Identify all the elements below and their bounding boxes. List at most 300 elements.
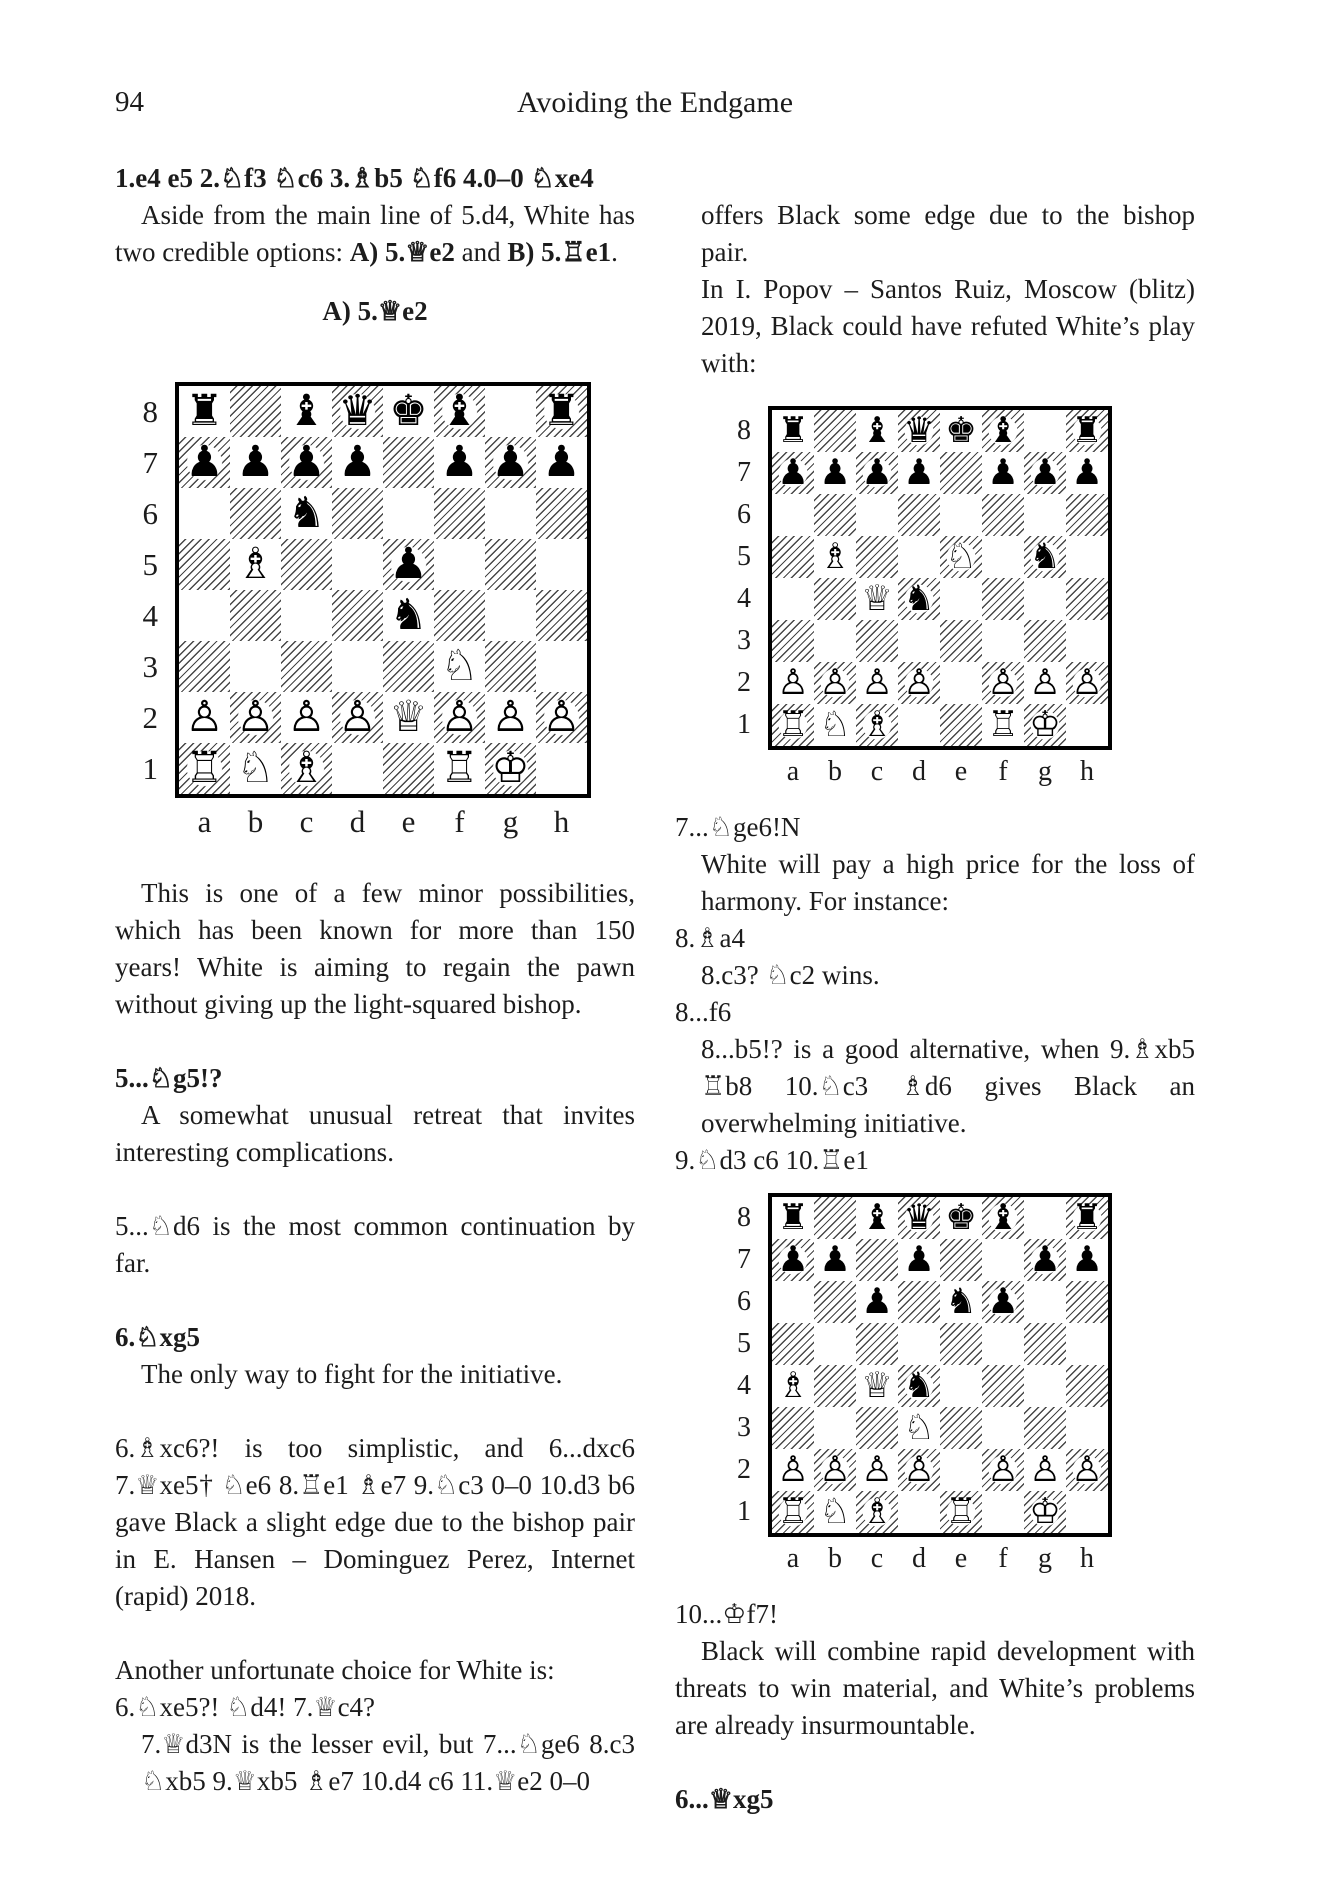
option-b-label: B) 5.♖e1 (507, 237, 612, 267)
square (898, 494, 940, 536)
square (856, 410, 898, 452)
file-label: b (828, 756, 842, 787)
page-header (115, 86, 1195, 132)
black-pawn: ♟ (773, 453, 813, 493)
square (814, 452, 856, 494)
rank-label: 3 (142, 649, 158, 684)
white-bishop: ♗ (231, 540, 280, 589)
white-king: ♔ (1025, 1492, 1065, 1532)
rank-label: 2 (142, 700, 158, 735)
rank-label: 3 (737, 1412, 751, 1443)
square (940, 536, 982, 578)
square (1066, 410, 1108, 452)
square (1066, 1365, 1108, 1407)
white-rook: ♖ (773, 1492, 813, 1532)
popov-game-paragraph: In I. Popov – Santos Ruiz, Moscow (blitz) 2019, Black could have refuted White’s play with: (701, 274, 1195, 378)
square (856, 452, 898, 494)
square (814, 1281, 856, 1323)
black-rook: ♜ (773, 411, 813, 451)
square (772, 1239, 814, 1281)
note-8-b5: 8...b5!? is a good alternative, when 9.♗xb5 ♖b8 10.♘c3 ♗d6 gives Black an overwhelming initiative. (701, 1034, 1195, 1138)
square (383, 590, 434, 641)
white-knight: ♘ (899, 1408, 939, 1448)
file-label: a (786, 1543, 800, 1574)
black-pawn: ♟ (983, 1282, 1023, 1322)
square (383, 641, 434, 692)
white-pawn: ♙ (773, 663, 813, 703)
square (434, 590, 485, 641)
square (940, 662, 982, 704)
black-rook: ♜ (180, 387, 229, 436)
move-8-ba4: 8.♗a4 (675, 923, 745, 953)
black-pawn: ♟ (899, 453, 939, 493)
rank-label: 8 (737, 415, 751, 446)
square (898, 662, 940, 704)
square (1066, 1239, 1108, 1281)
square (982, 494, 1024, 536)
square (1066, 494, 1108, 536)
square (940, 1449, 982, 1491)
square (814, 1323, 856, 1365)
file-label: h (1080, 1543, 1094, 1574)
black-rook: ♜ (1067, 1198, 1107, 1238)
white-queen: ♕ (857, 579, 897, 619)
square (898, 578, 940, 620)
square (332, 743, 383, 794)
file-label: d (912, 1543, 926, 1574)
square (1024, 1407, 1066, 1449)
square (485, 386, 536, 437)
black-pawn: ♟ (815, 1240, 855, 1280)
square (536, 488, 587, 539)
white-pawn: ♙ (333, 693, 382, 742)
white-pawn: ♙ (1025, 663, 1065, 703)
square (1024, 578, 1066, 620)
white-knight: ♘ (435, 642, 484, 691)
white-pawn: ♙ (1025, 1450, 1065, 1490)
square (332, 437, 383, 488)
white-knight: ♘ (231, 744, 280, 793)
black-bishop: ♝ (282, 387, 331, 436)
white-pawn: ♙ (899, 1450, 939, 1490)
square (485, 590, 536, 641)
file-label: f (998, 1543, 1008, 1574)
square (1066, 1449, 1108, 1491)
square (814, 536, 856, 578)
square (814, 704, 856, 746)
black-bishop: ♝ (857, 411, 897, 451)
black-pawn: ♟ (899, 1240, 939, 1280)
rank-labels (728, 410, 768, 750)
continuation-paragraph: offers Black some edge due to the bishop pair. (701, 200, 1195, 267)
square (179, 692, 230, 743)
square (1024, 1197, 1066, 1239)
square (898, 1281, 940, 1323)
black-bishop: ♝ (983, 411, 1023, 451)
square (772, 410, 814, 452)
square (772, 662, 814, 704)
white-pawn: ♙ (983, 1450, 1023, 1490)
file-label: f (998, 756, 1008, 787)
file-label: e (401, 804, 416, 839)
square (332, 488, 383, 539)
black-bishop: ♝ (983, 1198, 1023, 1238)
square (536, 437, 587, 488)
square (940, 1407, 982, 1449)
rank-label: 5 (142, 547, 158, 582)
square (814, 620, 856, 662)
square (1024, 536, 1066, 578)
rank-label: 7 (142, 445, 158, 480)
black-knight: ♞ (1025, 537, 1065, 577)
square (1024, 494, 1066, 536)
move-6-nxg5: 6.♘xg5 (115, 1322, 200, 1352)
square (1024, 662, 1066, 704)
two-column-layout (115, 160, 1195, 1818)
black-pawn: ♟ (773, 1240, 813, 1280)
square (814, 410, 856, 452)
move-6-qxg5: 6...♕xg5 (675, 1784, 774, 1814)
white-knight: ♘ (815, 1492, 855, 1532)
file-labels (772, 758, 1112, 786)
white-knight: ♘ (941, 537, 981, 577)
file-label: c (870, 756, 884, 787)
square (772, 1197, 814, 1239)
square (856, 1365, 898, 1407)
square (982, 662, 1024, 704)
square (940, 494, 982, 536)
white-pawn: ♙ (983, 663, 1023, 703)
square (1024, 452, 1066, 494)
square (179, 437, 230, 488)
square (230, 437, 281, 488)
white-pawn: ♙ (857, 663, 897, 703)
square (230, 539, 281, 590)
square (898, 1239, 940, 1281)
square (485, 692, 536, 743)
square (982, 704, 1024, 746)
white-rook: ♖ (435, 744, 484, 793)
square (856, 578, 898, 620)
file-label: h (1080, 756, 1094, 787)
black-knight: ♞ (384, 591, 433, 640)
white-pawn: ♙ (899, 663, 939, 703)
black-rook: ♜ (537, 387, 586, 436)
white-rook: ♖ (983, 705, 1023, 745)
square (982, 452, 1024, 494)
black-king: ♚ (941, 1198, 981, 1238)
black-pawn: ♟ (435, 438, 484, 487)
square (898, 704, 940, 746)
square (772, 452, 814, 494)
black-pawn: ♟ (333, 438, 382, 487)
square (898, 1365, 940, 1407)
black-pawn: ♟ (857, 453, 897, 493)
chess-diagram-2 (728, 406, 1195, 786)
note-5-nd6: 5...♘d6 is the most common continuation by far. (115, 1211, 635, 1278)
square (982, 1491, 1024, 1533)
square (1024, 1281, 1066, 1323)
move-8-f6: 8...f6 (675, 997, 732, 1027)
black-rook: ♜ (773, 1198, 813, 1238)
square (772, 620, 814, 662)
black-knight: ♞ (282, 489, 331, 538)
square (856, 1323, 898, 1365)
square (898, 1491, 940, 1533)
note-8-c3: 8.c3? ♘c2 wins. (701, 960, 880, 990)
square (940, 620, 982, 662)
file-label: g (502, 804, 519, 839)
white-bishop: ♗ (282, 744, 331, 793)
square (856, 1449, 898, 1491)
square (281, 743, 332, 794)
rank-label: 3 (737, 625, 751, 656)
white-pawn: ♙ (537, 693, 586, 742)
square (1024, 410, 1066, 452)
square (940, 1491, 982, 1533)
square (856, 1197, 898, 1239)
square (230, 641, 281, 692)
square (982, 410, 1024, 452)
chess-board (768, 1193, 1112, 1537)
square (536, 386, 587, 437)
square (230, 692, 281, 743)
file-labels (179, 806, 591, 837)
black-knight: ♞ (941, 1282, 981, 1322)
black-pawn: ♟ (983, 453, 1023, 493)
left-column (115, 160, 635, 1818)
mainline-moves: 1.e4 e5 2.♘f3 ♘c6 3.♗b5 ♘f6 4.0–0 ♘xe4 (115, 163, 594, 193)
square (1066, 1407, 1108, 1449)
black-knight: ♞ (899, 1366, 939, 1406)
square (940, 452, 982, 494)
rank-label: 2 (737, 667, 751, 698)
square (772, 1281, 814, 1323)
rank-label: 7 (737, 1244, 751, 1275)
black-queen: ♛ (899, 1198, 939, 1238)
note-another-moves: 6.♘xe5?! ♘d4! 7.♕c4? (115, 1692, 376, 1722)
white-pawn: ♙ (231, 693, 280, 742)
rank-label: 8 (142, 394, 158, 429)
intro-text-1: Aside from the main line of 5.d4, White has two credible options: (115, 200, 635, 267)
black-pawn: ♟ (282, 438, 331, 487)
black-pawn: ♟ (231, 438, 280, 487)
square (940, 1281, 982, 1323)
square (434, 692, 485, 743)
square (772, 578, 814, 620)
square (1066, 1281, 1108, 1323)
square (230, 743, 281, 794)
square (898, 1407, 940, 1449)
square (814, 1365, 856, 1407)
square (383, 692, 434, 743)
square (383, 539, 434, 590)
square (856, 620, 898, 662)
move-9-nd3: 9.♘d3 c6 10.♖e1 (675, 1145, 869, 1175)
black-pawn: ♟ (815, 453, 855, 493)
square (814, 1449, 856, 1491)
square (485, 539, 536, 590)
square (332, 692, 383, 743)
square (898, 536, 940, 578)
file-label: a (786, 756, 800, 787)
square (434, 437, 485, 488)
square (332, 641, 383, 692)
white-rook: ♖ (773, 705, 813, 745)
square (281, 692, 332, 743)
square (898, 1449, 940, 1491)
square (485, 641, 536, 692)
rank-label: 2 (737, 1454, 751, 1485)
white-bishop: ♗ (815, 537, 855, 577)
square (982, 578, 1024, 620)
rank-label: 8 (737, 1202, 751, 1233)
square (536, 590, 587, 641)
square (856, 1491, 898, 1533)
square (1066, 704, 1108, 746)
square (179, 386, 230, 437)
square (772, 494, 814, 536)
comment-5: A somewhat unusual retreat that invites interesting complications. (115, 1100, 635, 1167)
square (281, 539, 332, 590)
square (772, 1407, 814, 1449)
square (179, 590, 230, 641)
intro-paragraph (115, 197, 635, 271)
square (485, 488, 536, 539)
square (1024, 1449, 1066, 1491)
chess-board (768, 406, 1112, 750)
comment-7: White will pay a high price for the loss of harmony. For instance: (701, 849, 1195, 916)
black-pawn: ♟ (1067, 1240, 1107, 1280)
white-pawn: ♙ (815, 663, 855, 703)
file-label: g (1038, 1543, 1052, 1574)
square (940, 1197, 982, 1239)
right-column (675, 160, 1195, 1818)
black-pawn: ♟ (486, 438, 535, 487)
section-heading: A) 5.♕e2 (322, 296, 428, 326)
rank-label: 1 (142, 751, 158, 786)
square (536, 641, 587, 692)
square (856, 536, 898, 578)
black-queen: ♛ (899, 411, 939, 451)
square (982, 1449, 1024, 1491)
square (898, 1197, 940, 1239)
black-bishop: ♝ (857, 1198, 897, 1238)
white-queen: ♕ (384, 693, 433, 742)
square (434, 641, 485, 692)
square (1066, 536, 1108, 578)
comment-6: The only way to fight for the initiative. (141, 1359, 563, 1389)
move-7-nge6: 7...♘ge6!N (675, 812, 801, 842)
square (940, 1239, 982, 1281)
square (940, 704, 982, 746)
black-pawn: ♟ (857, 1282, 897, 1322)
square (1024, 1239, 1066, 1281)
square (281, 590, 332, 641)
square (772, 536, 814, 578)
square (332, 590, 383, 641)
file-label: e (954, 756, 968, 787)
square (1024, 704, 1066, 746)
square (1024, 1323, 1066, 1365)
file-label: b (828, 1543, 842, 1574)
file-label: h (553, 804, 570, 839)
rank-label: 4 (737, 1370, 751, 1401)
square (940, 410, 982, 452)
intro-text-3: . (611, 237, 618, 267)
rank-label: 6 (142, 496, 158, 531)
square (230, 386, 281, 437)
square (434, 488, 485, 539)
black-bishop: ♝ (435, 387, 484, 436)
chess-board (175, 382, 591, 798)
white-king: ♔ (1025, 705, 1065, 745)
square (772, 1365, 814, 1407)
comment-10: Black will combine rapid development with threats to win material, and White’s problems are already insurmountable. (675, 1636, 1195, 1740)
file-label: c (870, 1543, 884, 1574)
square (856, 704, 898, 746)
black-king: ♚ (384, 387, 433, 436)
square (814, 1407, 856, 1449)
black-pawn: ♟ (384, 540, 433, 589)
square (856, 662, 898, 704)
square (982, 1407, 1024, 1449)
white-rook: ♖ (941, 1492, 981, 1532)
square (485, 743, 536, 794)
white-queen: ♕ (857, 1366, 897, 1406)
square (281, 641, 332, 692)
square (898, 1323, 940, 1365)
square (814, 1491, 856, 1533)
file-label: a (197, 804, 212, 839)
square (485, 437, 536, 488)
white-knight: ♘ (815, 705, 855, 745)
move-5-ng5: 5...♘g5!? (115, 1063, 223, 1093)
square (434, 386, 485, 437)
white-pawn: ♙ (435, 693, 484, 742)
square (1024, 620, 1066, 662)
square (856, 1407, 898, 1449)
rank-labels (129, 386, 175, 798)
rank-labels (728, 1197, 768, 1537)
square (1066, 662, 1108, 704)
square (179, 641, 230, 692)
square (179, 539, 230, 590)
black-knight: ♞ (899, 579, 939, 619)
white-pawn: ♙ (815, 1450, 855, 1490)
white-bishop: ♗ (773, 1366, 813, 1406)
note-7-qd3: 7.♕d3N is the lesser evil, but 7...♘ge6 8.c3 ♘xb5 9.♕xb5 ♗e7 10.d4 c6 11.♕e2 0–0 (141, 1729, 635, 1796)
square (982, 620, 1024, 662)
square (940, 1323, 982, 1365)
square (281, 488, 332, 539)
intro-text-2: and (454, 237, 508, 267)
square (383, 386, 434, 437)
square (814, 662, 856, 704)
white-pawn: ♙ (180, 693, 229, 742)
white-rook: ♖ (180, 744, 229, 793)
black-pawn: ♟ (1067, 453, 1107, 493)
white-pawn: ♙ (1067, 663, 1107, 703)
square (772, 704, 814, 746)
file-labels (772, 1545, 1112, 1573)
square (383, 488, 434, 539)
chess-diagram-3 (728, 1193, 1195, 1573)
square (982, 1197, 1024, 1239)
square (814, 578, 856, 620)
square (1024, 1491, 1066, 1533)
square (982, 536, 1024, 578)
